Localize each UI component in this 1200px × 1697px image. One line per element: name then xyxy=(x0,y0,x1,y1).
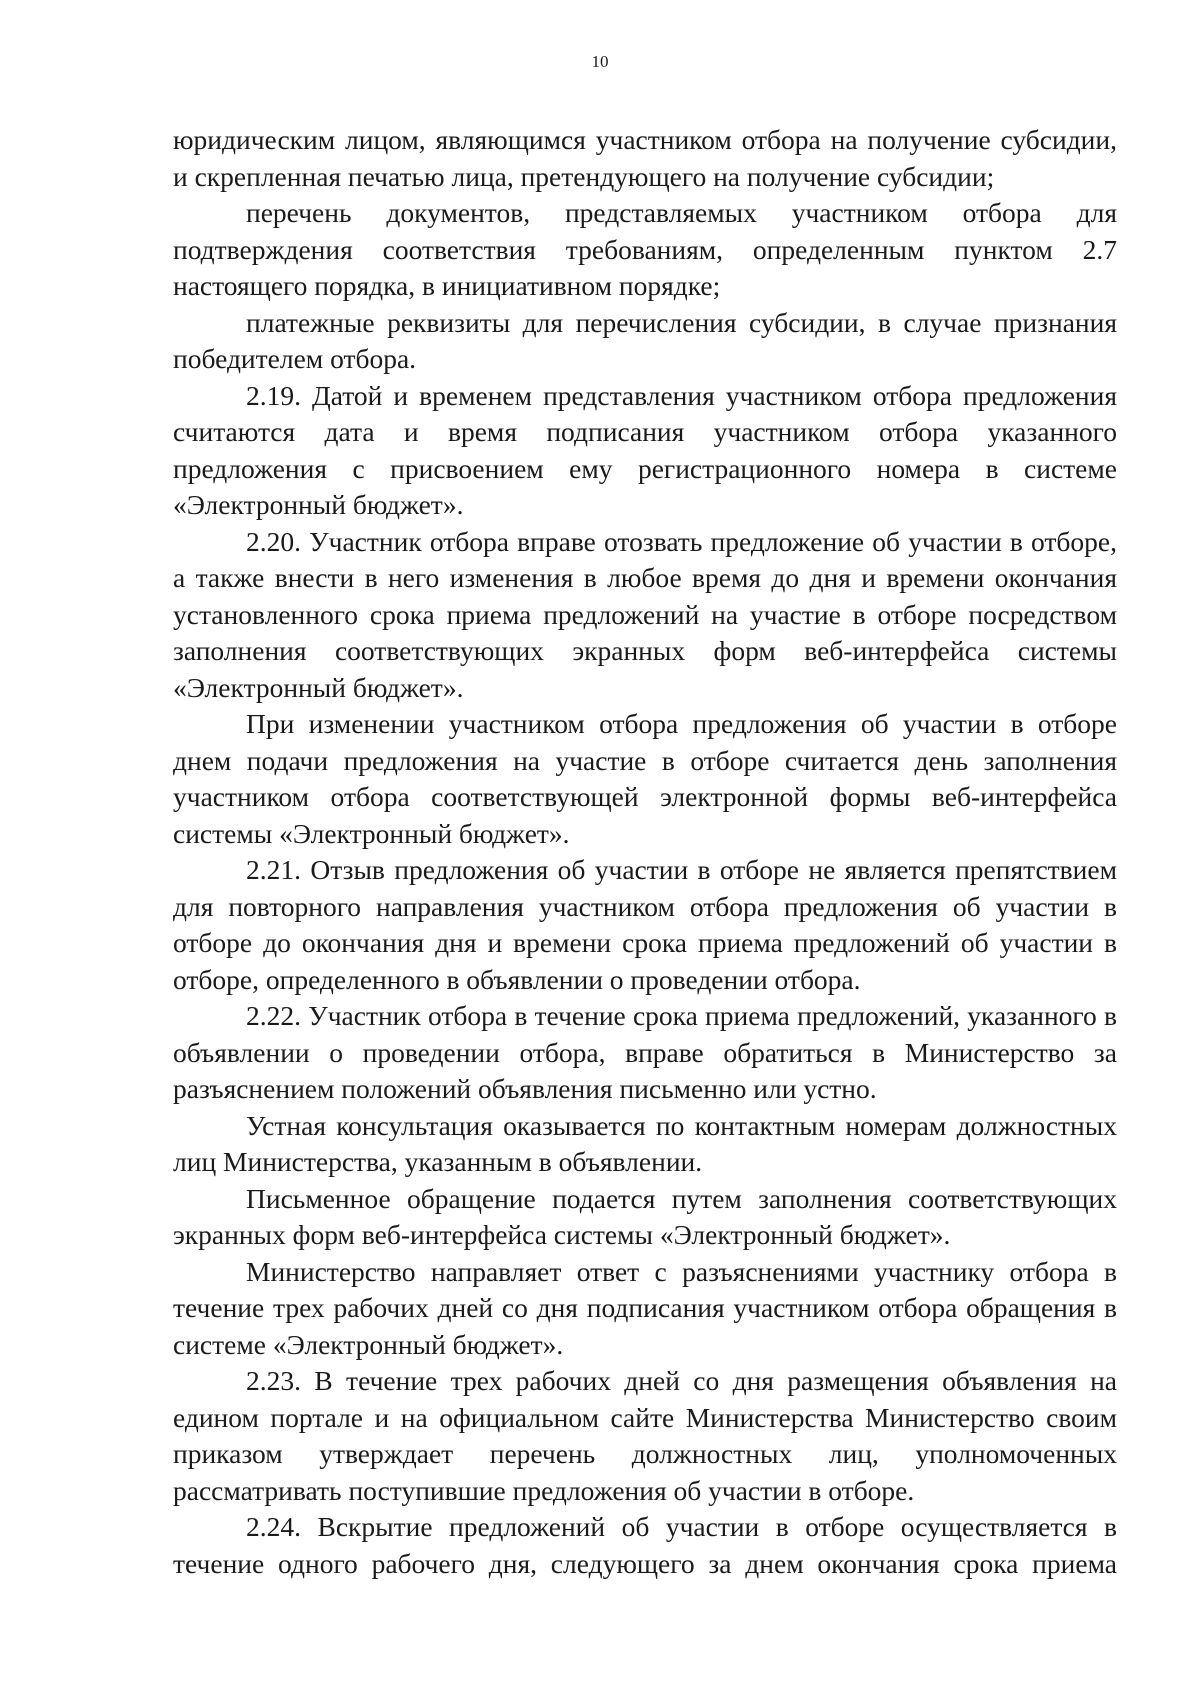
paragraph-written-request: Письменное обращение подается путем заполнения соответствующих экранных форм веб-интерфейса системы «Электронный бюджет». xyxy=(173,1182,1117,1250)
paragraph-2-24: 2.24. Вскрытие предложений об участии в отборе осуществляется в течение одного рабочего дня, следующего за днем окончания срока приема xyxy=(173,1511,1117,1579)
paragraph-oral-consultation: Устная консультация оказывается по контактным номерам должностных лиц Министерства, указанным в объявлении. xyxy=(173,1109,1117,1177)
paragraph-payment-details: платежные реквизиты для перечисления субсидии, в случае признания победителем отбора. xyxy=(173,306,1117,374)
paragraph-2-20: 2.20. Участник отбора вправе отозвать предложение об участии в отборе, а также внести в него изменения в любое время до дня и времени окончания установленного срока приема предложений на участие в отборе посредством заполнения соответствующих экранных форм веб-интерфейса системы «Электронный бюджет». xyxy=(173,525,1117,703)
paragraph-continuation: юридическим лицом, являющимся участником отбора на получение субсидии, и скрепленная печатью лица, претендующего на получение субсидии; xyxy=(173,124,1117,192)
paragraph-2-19: 2.19. Датой и временем представления участником отбора предложения считаются дата и время подписания участником отбора указанного предложения с присвоением ему регистрационного номера в системе «Электронный бюджет». xyxy=(173,379,1117,520)
paragraph-2-23: 2.23. В течение трех рабочих дней со дня размещения объявления на едином портале и на официальном сайте Министерства Министерство своим приказом утверждает перечень должностных лиц, уполномоченных рассматривать поступившие предложения об участии в отборе. xyxy=(173,1365,1117,1506)
page-number: 10 xyxy=(591,52,609,71)
document-body xyxy=(173,122,1117,1582)
paragraph-2-22: 2.22. Участник отбора в течение срока приема предложений, указанного в объявлении о проведении отбора, вправе обратиться в Министерство за разъяснением положений объявления письменно или устно. xyxy=(173,1000,1117,1104)
paragraph-ministry-response: Министерство направляет ответ с разъяснениями участнику отбора в течение трех рабочих дней со дня подписания участником отбора обращения в системе «Электронный бюджет». xyxy=(173,1255,1117,1360)
paragraph-2-21: 2.21. Отзыв предложения об участии в отборе не является препятствием для повторного направления участником отбора предложения об участии в отборе до окончания дня и времени срока приема предложений об участии в отборе, определенного в объявлении о проведении отбора. xyxy=(173,854,1117,995)
paragraph-documents-list: перечень документов, представляемых участником отбора для подтверждения соответствия требованиям, определенным пунктом 2.7 настоящего порядка, в инициативном порядке; xyxy=(173,197,1117,301)
paragraph-proposal-change: При изменении участником отбора предложения об участии в отборе днем подачи предложения на участие в отборе считается день заполнения участником отбора соответствующей электронной формы веб-интерфейса системы «Электронный бюджет». xyxy=(173,708,1117,849)
